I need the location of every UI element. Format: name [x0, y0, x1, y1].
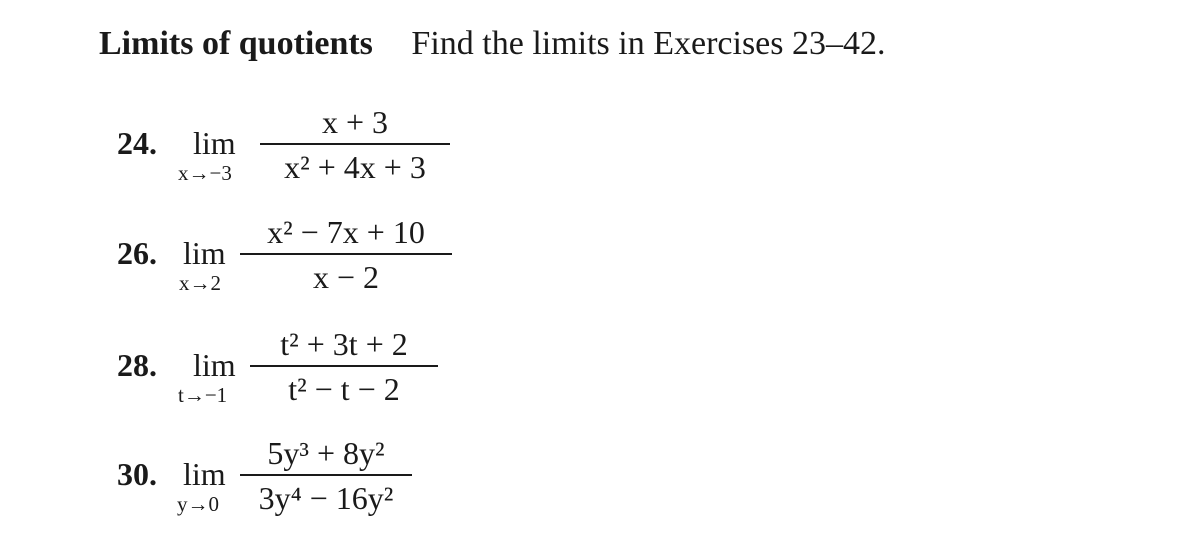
section-heading [99, 22, 886, 66]
exercise-28 [117, 325, 537, 415]
limit-subscript: x→2 [179, 271, 221, 295]
limit-operator: lim [193, 347, 236, 383]
fraction-numerator: x + 3 [321, 104, 389, 140]
fraction-denominator: x² + 4x + 3 [284, 149, 426, 185]
section-instruction: Find the limits in Exercises 23–42. [411, 25, 886, 62]
exercise-number: 26. [117, 235, 157, 271]
fraction-numerator: t² + 3t + 2 [280, 326, 408, 362]
limit-operator: lim [193, 125, 236, 161]
exercise-26 [117, 213, 537, 303]
limit-subscript: x→−3 [178, 161, 232, 185]
fraction-bar [260, 143, 450, 145]
fraction-denominator: x − 2 [312, 259, 380, 295]
fraction-numerator: 5y³ + 8y² [267, 435, 385, 471]
limit-subscript: y→0 [177, 492, 219, 516]
exercise-number: 24. [117, 125, 157, 161]
fraction-bar [250, 365, 438, 367]
exercise-number: 30. [117, 456, 157, 492]
exercise-24 [117, 103, 537, 193]
exercise-number: 28. [117, 347, 157, 383]
limit-operator: lim [183, 235, 226, 271]
section-title: Limits of quotients [99, 25, 373, 62]
fraction-bar [240, 474, 412, 476]
limit-subscript: t→−1 [178, 383, 228, 407]
fraction-bar [240, 253, 452, 255]
fraction-denominator: t² − t − 2 [288, 371, 400, 407]
fraction-numerator: x² − 7x + 10 [267, 214, 425, 250]
exercise-30 [117, 434, 537, 524]
fraction-denominator: 3y⁴ − 16y² [258, 480, 394, 516]
limit-operator: lim [183, 456, 226, 492]
